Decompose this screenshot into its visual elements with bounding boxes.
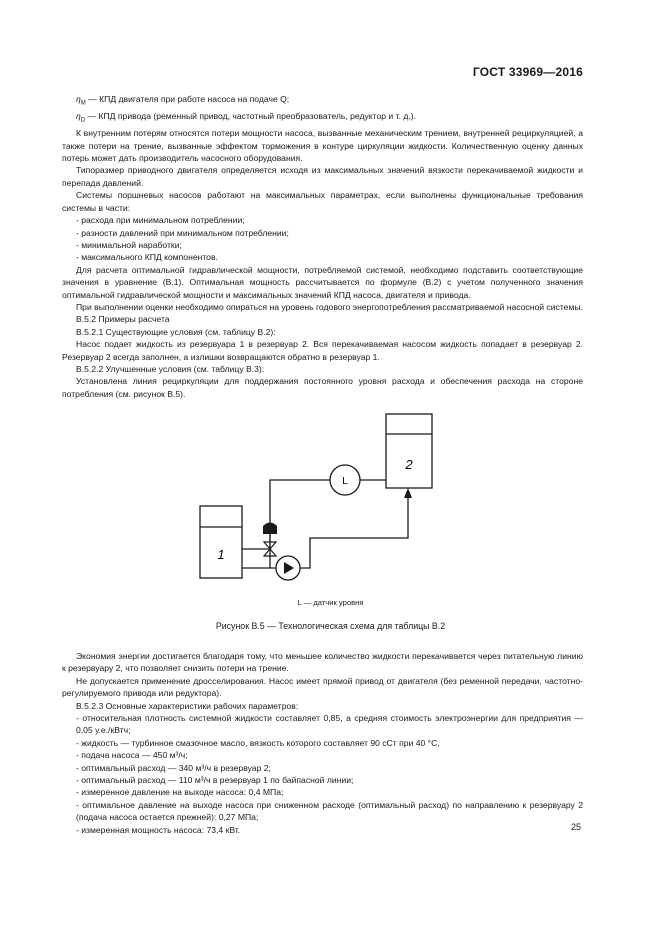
page-number: 25	[570, 822, 581, 832]
document-header: ГОСТ 33969—2016	[472, 65, 583, 79]
pump-triangle	[284, 562, 294, 574]
sensor-label: L	[342, 476, 348, 487]
list-item: - жидкость — турбинное смазочное масло, вязкость которого составляет 90 сСт при 40 °С,	[76, 737, 440, 748]
symbol-definition: — КПД двигателя при работе насоса на подаче Q;	[85, 94, 290, 104]
tank-1	[200, 506, 242, 578]
list-item: - минимальной наработки;	[76, 239, 182, 250]
paragraph: Для расчета оптимальной гидравлической мощности, потребляемой системой, необходимо подставить соответствующие значения в уравнение (В.1). Оптимальная мощность рассчитывается по формуле (В.2) с учетом полученного значения оптимальной гидравлической мощности и максимальных значений КПД насоса, двигателя и привода.	[62, 264, 583, 300]
text-block-1	[62, 93, 583, 400]
paragraph: Системы поршневых насосов работают на максимальных параметрах, если выполнены функциональные требования системы в части:	[62, 190, 583, 213]
process-diagram-svg	[180, 406, 480, 606]
text-block-3	[62, 650, 583, 836]
section-heading: В.5.2 Примеры расчета	[76, 314, 170, 325]
list-item: - подача насоса — 450 м³/ч;	[76, 750, 188, 761]
tank-2	[386, 414, 432, 488]
list-item: - оптимальное давление на выходе насоса при сниженном расходе (оптимальный расход) по направлению к резервуару 2 (подача насоса остается прежней): 0,27 МПа;	[76, 799, 583, 823]
list-item: - оптимальный расход — 110 м³/ч в резервуар 1 по байпасной линии;	[76, 775, 354, 786]
list-item: - максимального КПД компонентов.	[76, 252, 218, 263]
figure-caption: Рисунок В.5 — Технологическая схема для таблицы В.2	[215, 621, 446, 631]
subsection-heading: В.5.2.3 Основные характеристики рабочих параметров:	[76, 700, 299, 711]
tank-1-label: 1	[217, 547, 225, 562]
subsection-heading: В.5.2.1 Существующие условия (см. таблицу В.2):	[76, 326, 276, 337]
paragraph: К внутренним потерям относятся потери мощности насоса, вызванные механическим трением, внутренней рециркуляцией, а также потери на трение, вызванные эффектом торможения в контуре циркуляции жидкости. Количественную оценку данных потерь может дать производитель насосного оборудования.	[62, 128, 583, 164]
valve-actuator	[263, 523, 277, 535]
list-item: - расхода при минимальном потреблении;	[76, 215, 245, 226]
paragraph: Насос подает жидкость из резервуара 1 в резервуар 2. Вся перекачиваемая насосом жидкость попадает в резервуар 2. Резервуар 2 всегда заполнен, а излишки возвращаются обратно в резервуар 1.	[62, 339, 583, 362]
symbol-subscript: D	[80, 117, 86, 124]
symbol-subscript: M	[80, 100, 86, 107]
paragraph: Установлена линия рециркуляции для поддержания постоянного уровня расхода и обеспечения расхода на стороне потребления (см. рисунок В.5).	[62, 376, 583, 399]
symbol-eta-m-line	[62, 93, 583, 110]
symbol-eta: η	[76, 94, 81, 104]
symbol-eta-d-line	[62, 110, 583, 127]
symbol-definition: — КПД привода (ременный привод, частотный преобразователь, редуктор и т. д.).	[85, 111, 417, 122]
list-item: - относительная плотность системной жидкости составляет 0,85, а средняя стоимость электроэнергии для предприятия — 0,05 у.е./кВтч;	[76, 713, 583, 736]
subsection-heading: В.5.2.2 Улучшенные условия (см. таблицу В.3):	[76, 363, 265, 374]
tank-2-label: 2	[405, 457, 413, 472]
recirculation-line	[270, 480, 330, 568]
process-diagram	[180, 406, 480, 606]
paragraph: Не допускается применение дросселирования. Насос имеет прямой привод от двигателя (без ременной передачи, частотно-регулируемого привода или редуктора).	[62, 675, 583, 699]
figure-legend: L — датчик уровня	[297, 598, 364, 607]
list-item: - разности давлений при минимальном потреблении;	[76, 227, 289, 238]
paragraph: Типоразмер приводного двигателя определяется исходя из максимальных значений вязкости перекачиваемой жидкости и перепада давлений.	[62, 165, 583, 188]
list-item: - оптимальный расход — 340 м³/ч в резервуар 2;	[76, 762, 271, 773]
paragraph: Экономия энергии достигается благодаря тому, что меньшее количество жидкости перекачивается через питательную линию к резервуару 2, что позволяет снизить потери на трение.	[62, 651, 583, 674]
paragraph: При выполнении оценки необходимо опираться на уровень годового энергопотребления рассматриваемой насосной системы.	[76, 301, 583, 312]
list-item: - измеренное давление на выходе насоса: 0,4 МПа;	[76, 787, 284, 798]
discharge-line	[300, 490, 408, 568]
flow-arrow	[404, 488, 412, 498]
list-item: - измеренная мощность насоса: 73,4 кВт.	[76, 824, 241, 835]
symbol-eta: η	[76, 111, 81, 122]
